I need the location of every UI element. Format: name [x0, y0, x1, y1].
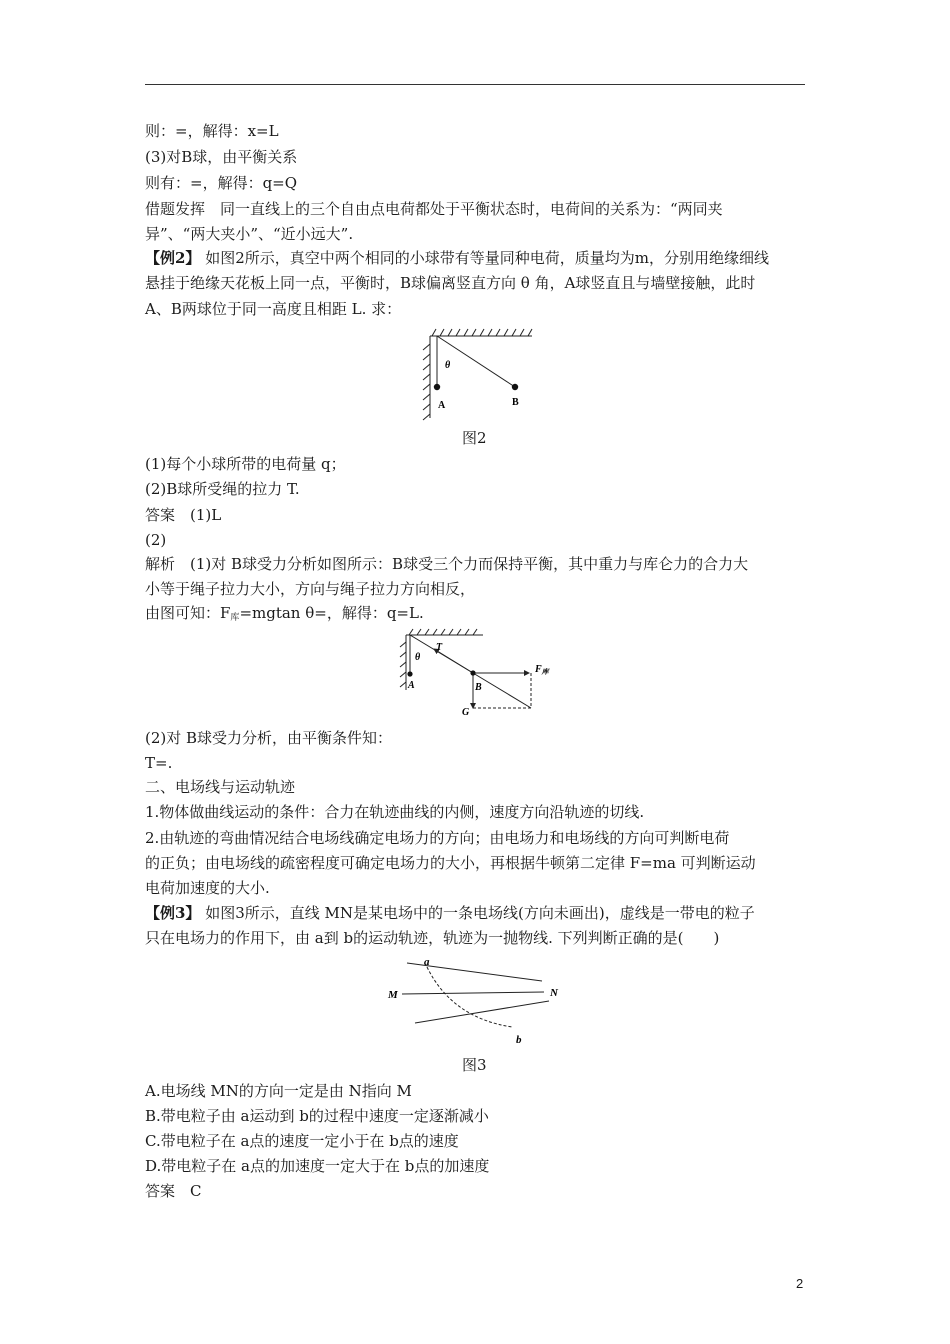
tension-label: T — [436, 642, 443, 653]
header-rule — [145, 84, 805, 85]
label-b: B — [475, 682, 482, 693]
figure-2-caption: 图2 — [462, 429, 487, 447]
answer-line: 答案 C — [145, 1182, 202, 1200]
section-heading: 二、电场线与运动轨迹 — [145, 778, 296, 796]
text-line: 则有：=，解得：q=Q — [145, 174, 298, 192]
label-m: M — [388, 989, 398, 1001]
text-line: 电荷加速度的大小. — [145, 879, 270, 897]
figure-2 — [420, 328, 540, 423]
label-a: A — [408, 680, 415, 691]
figure-3-caption: 图3 — [462, 1056, 487, 1074]
text-line: (3)对B球，由平衡关系 — [145, 148, 298, 166]
text-line: (1)每个小球所带的电荷量 q； — [145, 455, 346, 473]
text-line: T=. — [145, 754, 173, 772]
text-line: 则：=，解得：x=L — [145, 122, 279, 140]
coulomb-force-label: $F_库$ — [535, 664, 549, 676]
option-c: C.带电粒子在 a点的速度一定小于在 b点的速度 — [145, 1132, 459, 1150]
answer-line: 答案 (1)L — [145, 506, 222, 524]
theta-label: θ — [415, 652, 421, 663]
text-line: 悬挂于绝缘天花板上同一点，平衡时，B球偏离竖直方向 θ 角，A球竖直且与墙壁接触，此时 — [145, 274, 756, 292]
force-diagram — [398, 628, 558, 718]
formula-part: 由图可知：F — [145, 604, 231, 622]
text-line: 小等于绳子拉力大小，方向与绳子拉力方向相反， — [145, 580, 476, 598]
text-line: 借题发挥 同一直线上的三个自由点电荷都处于平衡状态时，电荷间的关系为：“两同夹 — [145, 200, 723, 218]
text-line: (2)对 B球受力分析，由平衡条件知： — [145, 729, 393, 747]
text-line: (2)B球所受绳的拉力 T. — [145, 480, 300, 498]
formula-subscript: 库 — [230, 613, 240, 623]
example-2-line — [145, 248, 769, 268]
option-a: A.电场线 MN的方向一定是由 N指向 M — [145, 1082, 412, 1100]
ball-b — [470, 670, 475, 675]
text-line: 2.由轨迹的弯曲情况结合电场线确定电场力的方向；由电场力和电场线的方向可判断电荷 — [145, 829, 730, 847]
text-line: 异”、“两大夹小”、“近小远大”. — [145, 225, 354, 243]
label-n: N — [550, 987, 558, 999]
ball-a — [434, 384, 440, 390]
example-3-tag: 【例3】 — [145, 904, 201, 922]
example-2-text: 如图2所示，真空中两个相同的小球带有等量同种电荷，质量均为m，分别用绝缘细线 — [205, 249, 769, 267]
ball-a — [407, 671, 412, 676]
formula-line — [145, 603, 424, 628]
label-a: A — [438, 400, 446, 411]
gravity-label: G — [462, 707, 470, 718]
theta-label: θ — [445, 360, 451, 371]
figure-3 — [382, 955, 577, 1047]
option-d: D.带电粒子在 a点的加速度一定大于在 b点的加速度 — [145, 1157, 490, 1175]
text-line: 的正负；由电场线的疏密程度可确定电场力的大小，再根据牛顿第二定律 F=ma 可判断运动 — [145, 854, 756, 872]
text-line: 只在电场力的作用下，由 a到 b的运动轨迹，轨迹为一抛物线. 下列判断正确的是( ) — [145, 929, 720, 947]
label-a: a — [424, 956, 430, 968]
text-line: (2) — [145, 531, 167, 549]
label-b: B — [512, 397, 519, 408]
text-line: A、B两球位于同一高度且相距 L. 求： — [145, 300, 402, 318]
formula-part: =mgtan θ=，解得：q=L. — [239, 604, 424, 622]
text-line: 1.物体做曲线运动的条件：合力在轨迹曲线的内侧，速度方向沿轨迹的切线. — [145, 803, 645, 821]
label-b: b — [516, 1034, 522, 1046]
option-b: B.带电粒子由 a运动到 b的过程中速度一定逐渐减小 — [145, 1107, 489, 1125]
example-3-text: 如图3所示，直线 MN是某电场中的一条电场线(方向未画出)，虚线是一带电的粒子 — [205, 904, 755, 922]
text-line: 解析 (1)对 B球受力分析如图所示：B球受三个力而保持平衡，其中重力与库仑力的合力大 — [145, 555, 749, 573]
example-2-tag: 【例2】 — [145, 249, 201, 267]
example-3-line — [145, 903, 755, 923]
ball-b — [512, 384, 518, 390]
page-number: 2 — [796, 1276, 804, 1291]
